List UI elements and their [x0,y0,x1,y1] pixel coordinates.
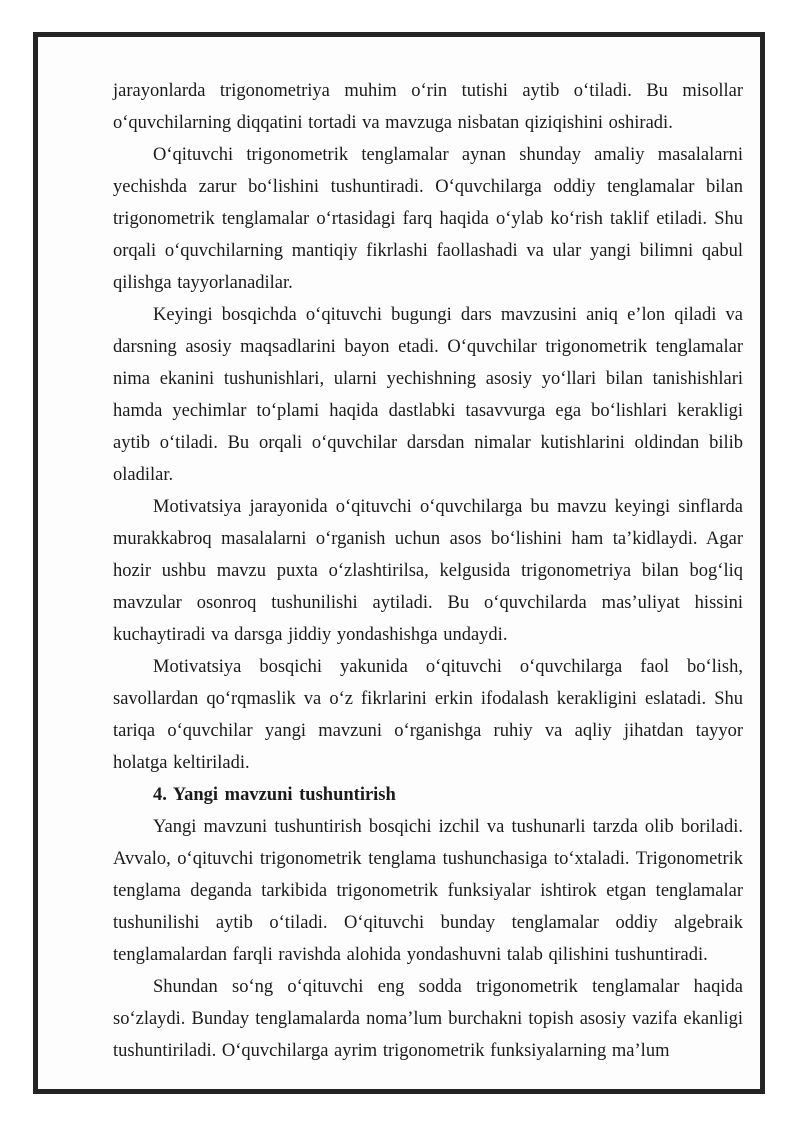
paragraph: Motivatsiya bosqichi yakunida o‘qituvchi o‘quvchilarga faol bo‘lish, savollardan qo‘rqmaslik va o‘z fikrlarini erkin ifodalash kerakligini eslatadi. Shu tariqa o‘quvchilar yangi mavzuni o‘rganishga ruhiy va aqliy jihatdan tayyor holatga keltiriladi. [113,657,743,773]
paragraph: Motivatsiya jarayonida o‘qituvchi o‘quvchilarga bu mavzu keyingi sinflarda murakkabroq masalalarni o‘rganish uchun asos bo‘lishini ham ta’kidlaydi. Agar hozir ushbu mavzu puxta o‘zlashtirilsa, kelgusida trigonometriya bilan bog‘liq mavzular osonroq tushunilishi aytiladi. Bu o‘quvchilarda mas’uliyat hissini kuchaytiradi va darsga jiddiy yondashishga undaydi. [113,497,743,645]
paragraph: Shundan so‘ng o‘qituvchi eng sodda trigonometrik tenglamalar haqida so‘zlaydi. Bunday tenglamalarda noma’lum burchakni topish asosiy vazifa ekanligi tushuntiriladi. O‘quvchilarga ayrim trigonometrik funksiyalarning ma’lum [113,977,743,1061]
paragraph: Keyingi bosqichda o‘qituvchi bugungi dars mavzusini aniq e’lon qiladi va darsning asosiy maqsadlarini bayon etadi. O‘quvchilar trigonometrik tenglamalar nima ekanini tushunishlari, ularni yechishning asosiy yo‘llari bilan tanishishlari hamda yechimlar to‘plami haqida dastlabki tasavvurga ega bo‘lishlari kerakligi aytib o‘tiladi. Bu orqali o‘quvchilar darsdan nimalar kutishlarini oldindan bilib oladilar. [113,305,743,485]
paragraph: Yangi mavzuni tushuntirish bosqichi izchil va tushunarli tarzda olib boriladi. Avvalo, o‘qituvchi trigonometrik tenglama tushunchasiga to‘xtaladi. Trigonometrik tenglama deganda tarkibida trigonometrik funksiyalar ishtirok etgan tenglamalar tushunilishi aytib o‘tiladi. O‘qituvchi bunday tenglamalar oddiy algebraik tenglamalardan farqli ravishda alohida yondashuvni talab qilishini tushuntiradi. [113,817,743,965]
paragraph: jarayonlarda trigonometriya muhim o‘rin tutishi aytib o‘tiladi. Bu misollar o‘quvchilarning diqqatini tortadi va mavzuga nisbatan qiziqishini oshiradi. [113,81,743,133]
paragraph: O‘qituvchi trigonometrik tenglamalar aynan shunday amaliy masalalarni yechishda zarur bo‘lishini tushuntiradi. O‘quvchilarga oddiy tenglamalar bilan trigonometrik tenglamalar o‘rtasidagi farq haqida o‘ylab ko‘rish taklif etiladi. Shu orqali o‘quvchilarning mantiqiy fikrlashi faollashadi va ular yangi bilimni qabul qilishga tayyorlanadilar. [113,145,743,293]
section-heading: 4. Yangi mavzuni tushuntirish [153,785,396,805]
document-body [113,75,743,1067]
page-border-frame [33,32,765,1094]
